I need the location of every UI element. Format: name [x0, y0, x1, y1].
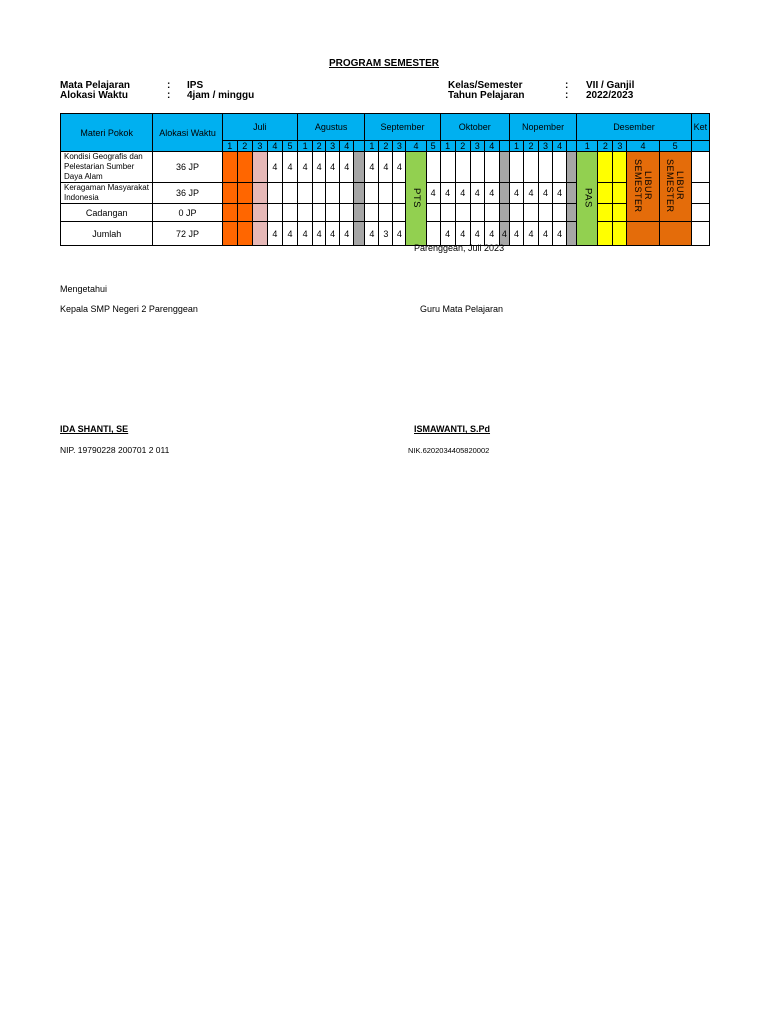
week-cell: [365, 204, 379, 222]
week-number: 1: [298, 141, 313, 152]
week-cell: 4: [539, 183, 553, 204]
week-number: 3: [326, 141, 340, 152]
week-cell: 4: [440, 183, 455, 204]
week-cell: [222, 204, 237, 222]
week-cell: [598, 222, 613, 246]
week-cell: [539, 152, 553, 183]
week-number: 2: [455, 141, 470, 152]
nik-right: NIK.6202034405820002: [408, 446, 490, 455]
table-row: [61, 152, 710, 183]
mapel-colon: :: [167, 80, 171, 91]
week-cell: [598, 204, 613, 222]
week-cell: [523, 204, 538, 222]
week-cell: 4: [282, 152, 297, 183]
week-cell: [455, 204, 470, 222]
month-header-row: [61, 114, 710, 141]
week-cell: 4: [379, 152, 393, 183]
guru-title: Guru Mata Pelajaran: [420, 304, 504, 314]
week-cell: [393, 183, 406, 204]
week-number: 1: [365, 141, 379, 152]
week-cell: 4: [509, 183, 523, 204]
materi-cell: Jumlah: [61, 222, 153, 246]
week-cell: [222, 183, 237, 204]
week-cell: 4: [267, 152, 282, 183]
week-number: 4: [627, 141, 659, 152]
pas-block: [577, 152, 598, 246]
week-cell: [499, 183, 509, 204]
libur-semester-block-2: [659, 152, 691, 222]
week-cell: [237, 204, 252, 222]
kelas-colon: :: [565, 80, 569, 91]
week-cell: [252, 152, 267, 183]
place-date: Parenggean, Juli 2023: [414, 243, 505, 253]
week-cell: [252, 204, 267, 222]
week-cell: 4: [365, 152, 379, 183]
mengetahui-text: Mengetahui: [60, 284, 108, 294]
week-cell: [354, 204, 365, 222]
week-number: 4: [267, 141, 282, 152]
week-cell: [523, 152, 538, 183]
week-cell: 4: [393, 222, 406, 246]
week-cell: 4: [267, 222, 282, 246]
week-cell: [354, 152, 365, 183]
week-cell: [354, 222, 365, 246]
tahun-value: 2022/2023: [586, 90, 634, 101]
week-cell: [282, 204, 297, 222]
week-number: 5: [659, 141, 691, 152]
week-cell: [553, 152, 567, 183]
month-nopember: Nopember: [509, 114, 576, 141]
week-cell: 4: [340, 152, 354, 183]
week-cell: 4: [298, 152, 313, 183]
week-cell: [539, 204, 553, 222]
week-number: 2: [379, 141, 393, 152]
alokasi-cell: 72 JP: [153, 222, 222, 246]
libur-semester-label-1: LIBUR SEMESTER: [632, 158, 653, 213]
week-cell: 4: [426, 183, 440, 204]
week-cell: 4: [298, 222, 313, 246]
week-number: 2: [598, 141, 613, 152]
month-september: September: [365, 114, 440, 141]
ket-cell: [691, 183, 709, 204]
week-number: 3: [252, 141, 267, 152]
document-title: PROGRAM SEMESTER: [328, 58, 439, 69]
week-cell: [567, 152, 577, 183]
week-cell: 4: [313, 222, 326, 246]
week-cell: 4: [523, 222, 538, 246]
ket-blank: [691, 141, 709, 152]
pts-block: [406, 152, 426, 246]
ket-cell: [691, 204, 709, 222]
week-cell: 4: [455, 222, 470, 246]
mapel-value: IPS: [187, 80, 204, 91]
week-cell: [613, 152, 627, 183]
alokasi-cell: 36 JP: [153, 152, 222, 183]
materi-cell: Keragaman Masyarakat Indonesia: [61, 183, 153, 204]
week-cell: [553, 204, 567, 222]
week-number-blank: [567, 141, 577, 152]
week-cell: [426, 152, 440, 183]
week-cell: [509, 152, 523, 183]
materi-cell: Cadangan: [61, 204, 153, 222]
week-number: 3: [470, 141, 484, 152]
week-cell: 4: [282, 222, 297, 246]
week-cell: [567, 183, 577, 204]
week-cell: [354, 183, 365, 204]
materi-cell: Kondisi Geografis dan Pelestarian Sumber Daya Alam: [61, 152, 153, 183]
week-cell: 4: [326, 222, 340, 246]
week-cell: [426, 204, 440, 222]
week-cell: [326, 183, 340, 204]
header-ket: Ket: [691, 114, 709, 141]
week-cell: [282, 183, 297, 204]
week-cell: [252, 222, 267, 246]
week-cell: [379, 183, 393, 204]
week-cell: [499, 152, 509, 183]
week-number: 4: [484, 141, 499, 152]
week-cell: [267, 204, 282, 222]
week-cell: [298, 204, 313, 222]
week-cell: [440, 204, 455, 222]
week-cell: [567, 222, 577, 246]
week-cell: 4: [440, 222, 455, 246]
week-cell: [326, 204, 340, 222]
week-cell: [455, 152, 470, 183]
week-cell: [659, 222, 691, 246]
week-cell: [340, 183, 354, 204]
week-number: 2: [523, 141, 538, 152]
week-cell: 4: [365, 222, 379, 246]
signer-name-left: IDA SHANTI, SE: [60, 424, 129, 434]
week-number: 4: [340, 141, 354, 152]
alokasi-colon: :: [167, 90, 171, 101]
week-number: 3: [539, 141, 553, 152]
kepala-sekolah-title: Kepala SMP Negeri 2 Parenggean: [60, 304, 198, 314]
week-cell: [598, 183, 613, 204]
week-cell: [222, 152, 237, 183]
week-number: 5: [426, 141, 440, 152]
week-cell: 4: [455, 183, 470, 204]
week-cell: [252, 183, 267, 204]
week-number-blank: [499, 141, 509, 152]
week-cell: [393, 204, 406, 222]
tahun-colon: :: [565, 90, 569, 101]
week-cell: [484, 204, 499, 222]
alokasi-cell: 36 JP: [153, 183, 222, 204]
week-cell: [237, 152, 252, 183]
week-cell: [340, 204, 354, 222]
kelas-value: VII / Ganjil: [586, 80, 635, 91]
header-materi: Materi Pokok: [61, 114, 153, 152]
week-number: 1: [222, 141, 237, 152]
table-row-total: [61, 222, 710, 246]
week-cell: [298, 183, 313, 204]
week-number: 1: [577, 141, 598, 152]
week-number: 3: [393, 141, 406, 152]
week-number: 1: [509, 141, 523, 152]
week-cell: 4: [484, 183, 499, 204]
pts-label: PTS: [410, 187, 422, 208]
week-cell: [440, 152, 455, 183]
libur-semester-block-1: [627, 152, 659, 222]
week-cell: 4: [470, 183, 484, 204]
week-cell: 3: [379, 222, 393, 246]
week-cell: 4: [553, 222, 567, 246]
week-number: 5: [282, 141, 297, 152]
week-cell: [426, 222, 440, 246]
week-cell: 4: [553, 183, 567, 204]
week-cell: [484, 152, 499, 183]
week-cell: [313, 183, 326, 204]
week-cell: [613, 222, 627, 246]
week-number: 2: [237, 141, 252, 152]
week-number: 1: [440, 141, 455, 152]
week-cell: [365, 183, 379, 204]
week-cell: [627, 222, 659, 246]
week-number-blank: [354, 141, 365, 152]
kelas-label: Kelas/Semester: [448, 80, 523, 91]
week-cell: [237, 222, 252, 246]
nip-left: NIP. 19790228 200701 2 011: [60, 445, 170, 455]
month-desember: Desember: [577, 114, 691, 141]
program-semester-table: [60, 113, 710, 246]
week-cell: 4: [470, 222, 484, 246]
week-cell: [470, 204, 484, 222]
week-number: 3: [613, 141, 627, 152]
week-cell: [499, 204, 509, 222]
week-cell: [613, 183, 627, 204]
week-cell: 4: [499, 222, 509, 246]
ket-cell: [691, 152, 709, 183]
alokasi-label: Alokasi Waktu: [60, 90, 128, 101]
week-cell: 4: [539, 222, 553, 246]
week-number: 4: [553, 141, 567, 152]
week-cell: [237, 183, 252, 204]
week-cell: 4: [393, 152, 406, 183]
table-row: [61, 183, 710, 204]
week-cell: 4: [326, 152, 340, 183]
ket-cell: [691, 222, 709, 246]
table-row: [61, 204, 710, 222]
pas-label: PAS: [582, 187, 594, 208]
alokasi-cell: 0 JP: [153, 204, 222, 222]
week-cell: [509, 204, 523, 222]
month-juli: Juli: [222, 114, 297, 141]
mapel-label: Mata Pelajaran: [60, 80, 131, 91]
month-oktober: Oktober: [440, 114, 509, 141]
week-cell: [222, 222, 237, 246]
week-cell: [598, 152, 613, 183]
week-number: 4: [406, 141, 426, 152]
week-cell: [379, 204, 393, 222]
week-cell: [613, 204, 627, 222]
week-cell: 4: [523, 183, 538, 204]
week-cell: 4: [313, 152, 326, 183]
week-cell: 4: [340, 222, 354, 246]
week-cell: [470, 152, 484, 183]
signer-name-right: ISMAWANTI, S.Pd: [414, 424, 491, 434]
libur-semester-label-2: LIBUR SEMESTER: [665, 158, 686, 213]
header-alokasi: Alokasi Waktu: [153, 114, 222, 152]
alokasi-value: 4jam / minggu: [187, 90, 255, 101]
month-agustus: Agustus: [298, 114, 365, 141]
week-cell: [567, 204, 577, 222]
week-cell: [313, 204, 326, 222]
week-number: 2: [313, 141, 326, 152]
week-cell: 4: [509, 222, 523, 246]
week-cell: 4: [484, 222, 499, 246]
week-cell: [267, 183, 282, 204]
tahun-label: Tahun Pelajaran: [448, 90, 525, 101]
